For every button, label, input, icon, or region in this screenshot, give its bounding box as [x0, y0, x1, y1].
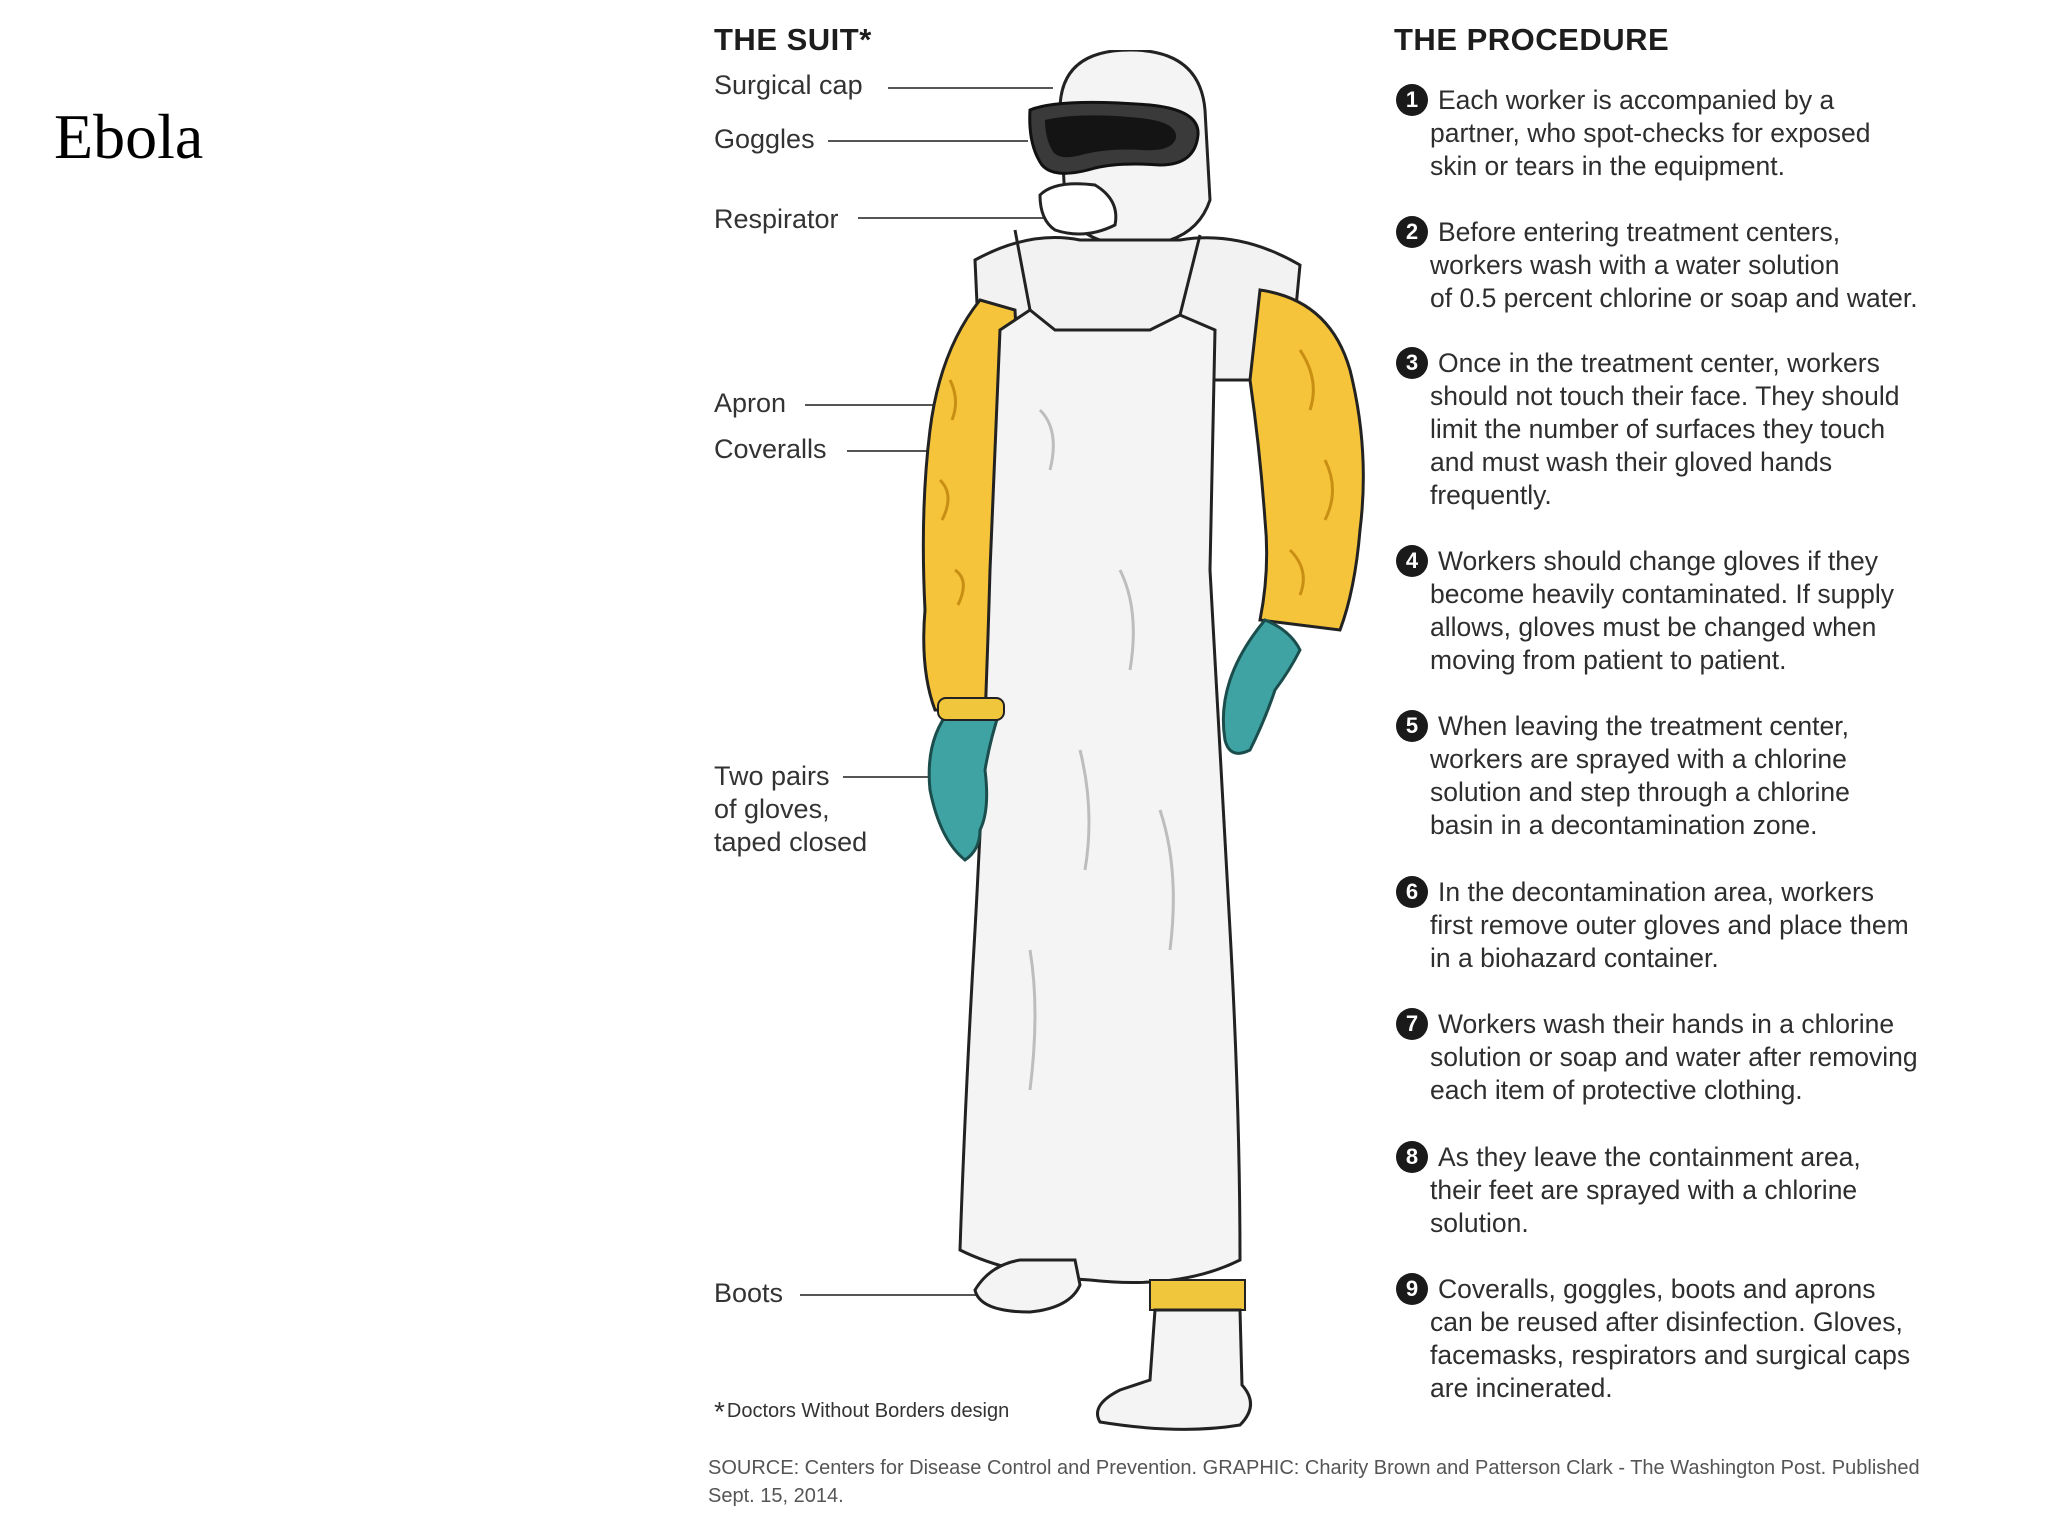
label-surgical-cap: Surgical cap [714, 70, 863, 100]
step-number-badge: 3 [1396, 347, 1428, 379]
step-text: workers wash with a water solution [1430, 250, 1840, 280]
step-text: allows, gloves must be changed when [1430, 612, 1877, 642]
step-text: Workers should change gloves if they [1438, 546, 1878, 576]
step-text: can be reused after disinfection. Gloves, [1430, 1307, 1903, 1337]
step-7 [1396, 1008, 1996, 1107]
step-text: In the decontamination area, workers [1438, 877, 1875, 907]
left-boot [975, 1260, 1080, 1312]
step-2 [1396, 216, 1996, 315]
step-text: frequently. [1430, 480, 1552, 510]
source-credit [708, 1454, 1998, 1510]
source-line: Sept. 15, 2014. [708, 1485, 844, 1507]
step-text: solution. [1430, 1208, 1529, 1238]
respirator [1040, 184, 1116, 234]
step-6 [1396, 876, 1996, 975]
procedure-heading: THE PROCEDURE [1394, 22, 1670, 57]
step-3 [1396, 347, 1996, 512]
step-text: limit the number of surfaces they touch [1430, 414, 1886, 444]
step-text: Once in the treatment center, workers [1438, 348, 1880, 378]
source-line: SOURCE: Centers for Disease Control and Prevention. GRAPHIC: Charity Brown and Patterson Clark - The Washington Post. Published [708, 1457, 1920, 1479]
right-sleeve [1250, 290, 1363, 630]
step-text: solution or soap and water after removing [1430, 1042, 1918, 1072]
step-text: Workers wash their hands in a chlorine [1438, 1009, 1895, 1039]
suit-heading: THE SUIT* [714, 22, 872, 57]
step-text: their feet are sprayed with a chlorine [1430, 1175, 1858, 1205]
step-4 [1396, 545, 1996, 677]
footnote [714, 1396, 1009, 1428]
step-text: each item of protective clothing. [1430, 1075, 1803, 1105]
step-5 [1396, 710, 1996, 842]
step-text: As they leave the containment area, [1438, 1142, 1861, 1172]
right-boot [1098, 1310, 1251, 1429]
step-text: facemasks, respirators and surgical caps [1430, 1340, 1911, 1370]
step-text: basin in a decontamination zone. [1430, 810, 1818, 840]
step-number-badge: 9 [1396, 1273, 1428, 1305]
step-number-badge: 4 [1396, 545, 1428, 577]
step-text: skin or tears in the equipment. [1430, 151, 1785, 181]
label-gloves-line2: of gloves, [714, 794, 830, 824]
step-text: become heavily contaminated. If supply [1430, 579, 1895, 609]
step-number-badge: 1 [1396, 84, 1428, 116]
step-text: workers are sprayed with a chlorine [1430, 744, 1847, 774]
step-number-badge: 7 [1396, 1008, 1428, 1040]
apron [960, 310, 1240, 1283]
step-text: of 0.5 percent chlorine or soap and water. [1430, 283, 1918, 313]
label-boots: Boots [714, 1278, 784, 1308]
step-text: and must wash their gloved hands [1430, 447, 1833, 477]
label-goggles: Goggles [714, 124, 815, 154]
step-number-badge: 5 [1396, 710, 1428, 742]
step-number-badge: 2 [1396, 216, 1428, 248]
label-coveralls: Coveralls [714, 434, 827, 464]
step-text: Before entering treatment centers, [1438, 217, 1841, 247]
protective-suit-figure [880, 50, 1400, 1440]
step-text: first remove outer gloves and place them [1430, 910, 1909, 940]
footnote-text: Doctors Without Borders design [726, 1400, 1010, 1422]
label-gloves-line1: Two pairs [714, 761, 830, 791]
step-number-badge: 6 [1396, 876, 1428, 908]
step-9 [1396, 1273, 1996, 1405]
boot-tape [1150, 1280, 1245, 1310]
step-text: are incinerated. [1430, 1373, 1613, 1403]
step-text: solution and step through a chlorine [1430, 777, 1850, 807]
label-gloves-line3: taped closed [714, 827, 868, 857]
label-respirator: Respirator [714, 204, 839, 234]
step-8 [1396, 1141, 1996, 1240]
step-text: in a biohazard container. [1430, 943, 1719, 973]
step-1 [1396, 84, 1996, 183]
step-text: moving from patient to patient. [1430, 645, 1787, 675]
slide-title: Ebola [54, 101, 204, 172]
label-apron: Apron [714, 388, 787, 418]
right-glove [1223, 620, 1300, 753]
footnote-asterisk: * [714, 1396, 725, 1427]
step-text: should not touch their face. They should [1430, 381, 1900, 411]
step-number-badge: 8 [1396, 1141, 1428, 1173]
step-text: When leaving the treatment center, [1438, 711, 1849, 741]
step-text: partner, who spot-checks for exposed [1430, 118, 1871, 148]
step-text: Coveralls, goggles, boots and aprons [1438, 1274, 1876, 1304]
step-text: Each worker is accompanied by a [1438, 85, 1835, 115]
